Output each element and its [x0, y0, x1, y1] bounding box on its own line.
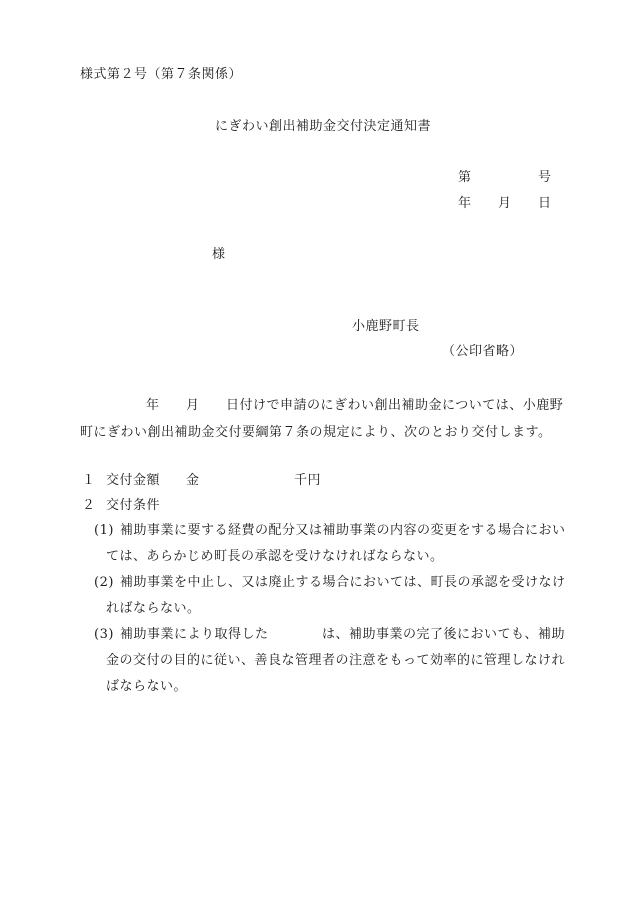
issuer-name: 小鹿野町長	[352, 319, 420, 334]
item-number: ２	[82, 498, 96, 513]
body-month: 月	[186, 398, 200, 413]
date-year: 年	[458, 196, 472, 211]
condition-line: ばならない。	[106, 679, 188, 694]
seal-note: （公印省略）	[442, 344, 524, 359]
body-line-1: 日付けで申請のにぎわい創出補助金については、小鹿野	[226, 398, 564, 413]
body-year: 年	[146, 398, 160, 413]
condition-number: (1)	[94, 523, 114, 538]
body-line-2: 町にぎわい創出補助金交付要綱第７条の規定により、次のとおり交付します。	[80, 425, 552, 440]
form-label: 様式第２号（第７条関係）	[80, 67, 243, 82]
condition-number: (2)	[94, 575, 114, 590]
condition-number: (3)	[94, 627, 114, 642]
date-month: 月	[498, 196, 512, 211]
condition-line: 補助事業を中止し、又は廃止する場合においては、町長の承認を受けなけ	[120, 575, 566, 590]
doc-number-gou: 号	[538, 170, 552, 185]
item-number: １	[82, 473, 96, 488]
condition-line: ては、あらかじめ町長の承認を受けなければならない。	[106, 549, 444, 564]
document-title: にぎわい創出補助金交付決定通知書	[215, 119, 432, 134]
condition-line: は、補助事業の完了後においても、補助	[322, 627, 566, 642]
date-day: 日	[538, 196, 552, 211]
condition-line: 金の交付の目的に従い、善良な管理者の注意をもって効率的に管理しなけれ	[106, 653, 566, 668]
item-label: 交付条件	[106, 498, 161, 513]
condition-line: 補助事業により取得した	[120, 627, 269, 642]
amount-prefix: 金	[186, 473, 200, 488]
condition-line: 補助事業に要する経費の配分又は補助事業の内容の変更をする場合におい	[120, 523, 566, 538]
doc-number-dai: 第	[458, 170, 472, 185]
condition-line: ればならない。	[106, 601, 201, 616]
item-label: 交付金額	[106, 473, 161, 488]
addressee-honorific: 様	[212, 247, 226, 262]
amount-unit: 千円	[294, 473, 322, 488]
